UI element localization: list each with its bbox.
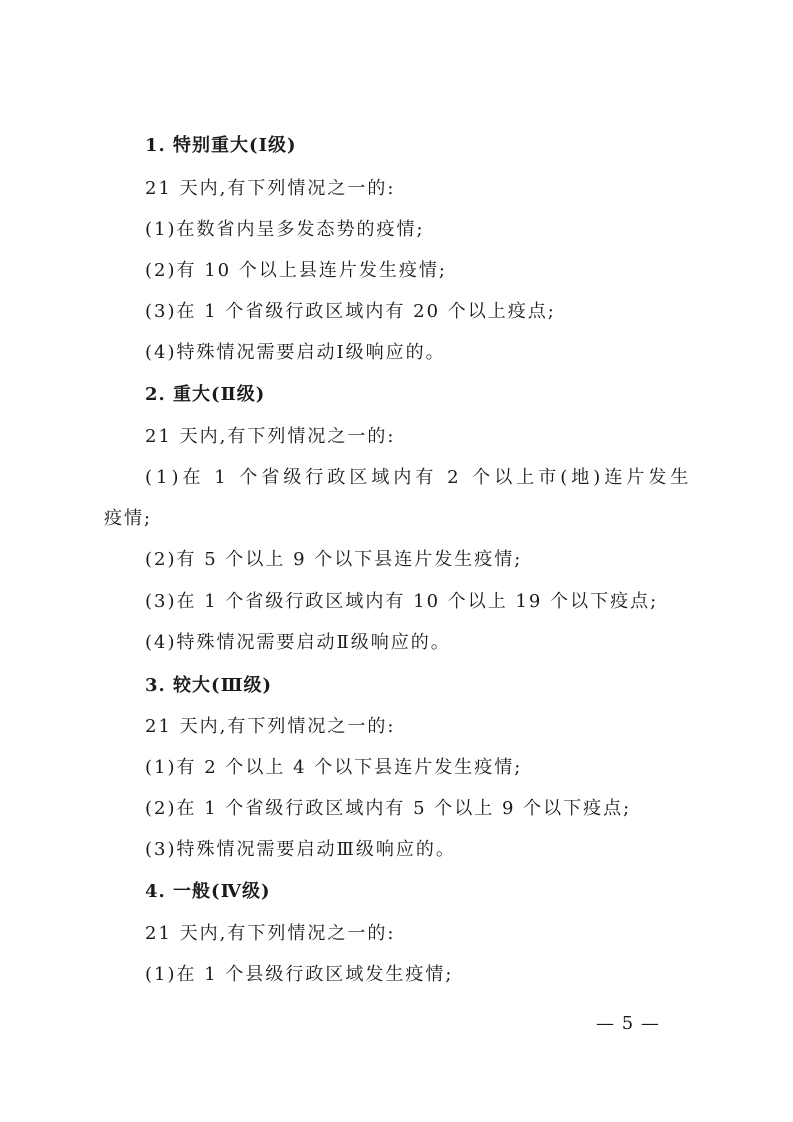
section-intro: 21 天内,有下列情况之一的: — [145, 716, 396, 737]
list-item: (3)在 1 个省级行政区域内有 10 个以上 19 个以下疫点; — [145, 591, 659, 612]
section-heading-level-1: 1. 特别重大(Ⅰ级) — [145, 135, 297, 156]
list-item: (3)在 1 个省级行政区域内有 20 个以上疫点; — [145, 301, 556, 322]
list-item: (1)在 1 个县级行政区域发生疫情; — [145, 964, 454, 985]
section-intro: 21 天内,有下列情况之一的: — [145, 426, 396, 447]
section-intro: 21 天内,有下列情况之一的: — [145, 923, 396, 944]
list-item: (1)在 1 个省级行政区域内有 2 个以上市(地)连片发生 — [145, 467, 693, 488]
list-item: (3)特殊情况需要启动Ⅲ级响应的。 — [145, 839, 456, 860]
list-item: (1)在数省内呈多发态势的疫情; — [145, 219, 425, 240]
section-heading-level-3: 3. 较大(Ⅲ级) — [145, 675, 273, 696]
page-number: — 5 — — [596, 1013, 660, 1034]
section-heading-level-2: 2. 重大(Ⅱ级) — [145, 384, 266, 405]
list-item-continuation: 疫情; — [104, 508, 153, 529]
list-item: (1)有 2 个以上 4 个以下县连片发生疫情; — [145, 757, 523, 778]
list-item: (4)特殊情况需要启动Ⅰ级响应的。 — [145, 342, 446, 363]
list-item: (2)有 5 个以上 9 个以下县连片发生疫情; — [145, 549, 523, 570]
list-item: (2)在 1 个省级行政区域内有 5 个以上 9 个以下疫点; — [145, 798, 632, 819]
section-heading-level-4: 4. 一般(Ⅳ级) — [145, 881, 271, 902]
list-item: (4)特殊情况需要启动Ⅱ级响应的。 — [145, 632, 451, 653]
list-item: (2)有 10 个以上县连片发生疫情; — [145, 260, 447, 281]
section-intro: 21 天内,有下列情况之一的: — [145, 178, 396, 199]
